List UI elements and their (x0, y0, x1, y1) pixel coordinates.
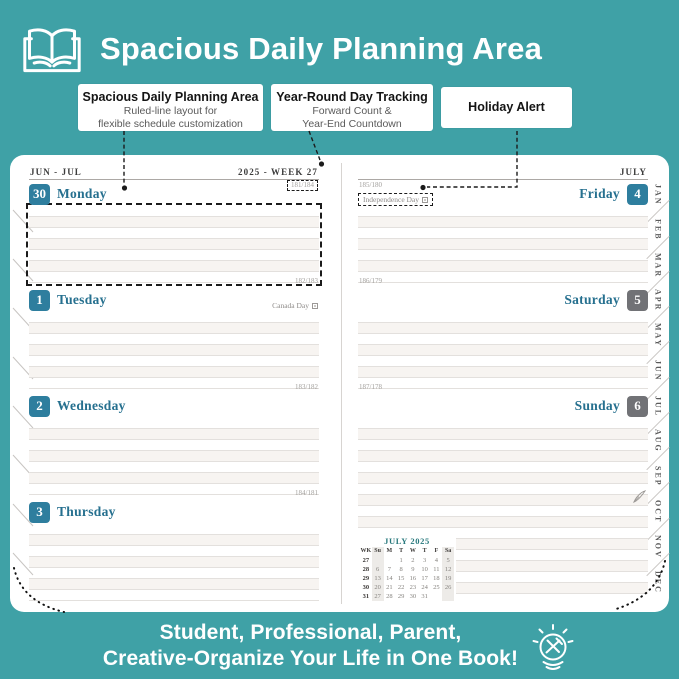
mini-calendar-col-T: T (422, 548, 427, 554)
rule-line (358, 484, 648, 495)
date-cell: 20 (372, 583, 384, 592)
date-cell: 15 (397, 575, 405, 582)
day-section-tuesday (29, 277, 319, 392)
ruled-lines (358, 312, 648, 389)
month-tab-label: FEB (653, 219, 663, 241)
left-page (29, 162, 319, 605)
day-number-box: 5 (627, 290, 648, 311)
mini-calendar-col-WK: WK (360, 548, 372, 554)
day-number-box: 1 (29, 290, 50, 311)
mini-calendar-col-T: T (399, 548, 404, 554)
month-tab-mar (648, 248, 668, 283)
day-section-sunday (358, 383, 648, 605)
date-cell: 8 (399, 566, 403, 573)
rule-line (358, 206, 648, 217)
day-number-box: 2 (29, 396, 50, 417)
day-of-year-count: 182/183 (295, 277, 318, 285)
month-tab-jun (648, 353, 668, 388)
left-page-header (29, 162, 319, 180)
rule-line (29, 557, 319, 568)
rule-line (29, 484, 319, 495)
date-cell (372, 556, 384, 565)
month-tab-label: APR (653, 289, 663, 312)
date-cell: 19 (442, 574, 454, 583)
mini-calendar-week-row (360, 556, 454, 565)
rule-line (29, 418, 319, 429)
week-number-cell: 28 (362, 566, 370, 573)
mini-calendar-header-row (360, 547, 454, 556)
rule-line (358, 239, 648, 250)
day-section-wednesday (29, 383, 319, 498)
date-cell: 14 (386, 575, 393, 582)
us-flag-icon (422, 197, 428, 203)
ruled-lines (358, 206, 648, 283)
rule-line (358, 378, 648, 389)
month-tab-aug (648, 424, 668, 459)
footer-line1: Student, Professional, Parent, (159, 620, 462, 644)
holiday-label (358, 193, 433, 206)
rule-line (358, 345, 648, 356)
page-header-week: 2025 - WEEK 27 (238, 167, 318, 177)
top-banner (22, 24, 542, 74)
day-of-year-count: 184/181 (295, 489, 318, 497)
rule-line (29, 429, 319, 440)
rule-line (29, 473, 319, 484)
month-tab-label: OCT (653, 500, 663, 524)
callout-day-tracking (271, 84, 433, 131)
callout-title: Holiday Alert (468, 100, 545, 114)
rule-line (29, 345, 319, 356)
month-tab-label: JUL (653, 395, 663, 417)
rule-line (29, 546, 319, 557)
day-section-saturday (358, 277, 648, 392)
day-section-friday (358, 180, 648, 286)
date-cell (384, 556, 396, 565)
rule-line (29, 312, 319, 323)
date-cell: 13 (372, 574, 384, 583)
month-tab-oct (648, 494, 668, 529)
holiday-label (272, 301, 318, 310)
date-cell: 30 (409, 593, 417, 600)
banner-title: Spacious Daily Planning Area (100, 31, 543, 66)
month-tab-jan (648, 177, 668, 212)
mini-calendar-col-F: F (434, 548, 439, 554)
rule-line (29, 378, 319, 389)
date-cell: 23 (409, 584, 417, 591)
spine-divider (341, 163, 342, 604)
month-tab-sep (648, 459, 668, 494)
rule-line (358, 250, 648, 261)
month-tab-label: AUG (653, 429, 663, 454)
date-cell: 16 (409, 575, 417, 582)
month-tab-feb (648, 212, 668, 247)
rule-line (358, 334, 648, 345)
date-cell: 1 (399, 557, 403, 564)
callout-line: flexible schedule customization (98, 118, 243, 130)
date-cell: 24 (421, 584, 428, 591)
bottom-banner (0, 612, 679, 679)
rule-line (29, 579, 319, 590)
rule-line (29, 334, 319, 345)
date-cell: 31 (421, 593, 428, 600)
rule-line (358, 312, 648, 323)
mini-calendar-week-row (360, 574, 454, 583)
rule-line (29, 568, 319, 579)
month-tab-label: JAN (653, 183, 663, 206)
maple-leaf-icon (312, 303, 318, 309)
month-tab-may (648, 318, 668, 353)
day-header (358, 289, 648, 311)
mini-calendar-table (360, 547, 454, 601)
rule-line (29, 451, 319, 462)
month-tab-dec (648, 565, 668, 600)
callout-line: Forward Count & (312, 105, 392, 117)
rule-line (358, 451, 648, 462)
rule-line (358, 440, 648, 451)
mini-calendar-title: JULY 2025 (384, 536, 430, 546)
day-name-label: Saturday (564, 292, 620, 307)
rule-line (29, 356, 319, 367)
callout-holiday-alert (441, 87, 572, 128)
day-name-label: Monday (57, 186, 107, 201)
date-cell: 7 (387, 566, 391, 573)
mini-calendar-col-Su: Su (372, 547, 384, 556)
week-number-cell: 29 (362, 575, 370, 582)
day-name-label: Thursday (57, 504, 116, 519)
date-cell: 10 (421, 566, 428, 573)
rule-line (29, 367, 319, 378)
rule-line (29, 239, 319, 250)
rule-line (358, 418, 648, 429)
callout-title: Year-Round Day Tracking (276, 90, 428, 104)
month-tab-nov (648, 530, 668, 565)
mini-calendar-week-row (360, 583, 454, 592)
day-number-box: 30 (29, 184, 50, 205)
rule-line (358, 462, 648, 473)
month-tab-jul (648, 389, 668, 424)
ruled-lines (29, 524, 319, 601)
right-page (358, 162, 648, 605)
rule-line (29, 462, 319, 473)
rule-line (29, 535, 319, 546)
day-section-monday (29, 180, 319, 286)
day-of-year-count: 186/179 (359, 277, 382, 285)
date-cell: 9 (411, 566, 415, 573)
day-of-year-count: 185/180 (359, 181, 382, 189)
date-cell: 22 (397, 584, 405, 591)
mini-calendar-col-M: M (386, 548, 393, 554)
date-cell: 28 (386, 593, 393, 600)
rule-line (358, 473, 648, 484)
date-cell: 18 (433, 575, 440, 582)
mini-calendar-week-row (360, 592, 454, 601)
ruled-lines (29, 418, 319, 495)
holiday-name: Independence Day (363, 195, 420, 204)
date-cell: 5 (442, 556, 454, 565)
day-of-year-count: 183/182 (295, 383, 318, 391)
right-page-header (358, 162, 648, 180)
day-number-box: 6 (627, 396, 648, 417)
holiday-name: Canada Day (272, 301, 309, 310)
footer-line2: Creative-Organize Your Life in One Book! (102, 646, 519, 670)
date-cell: 4 (434, 557, 438, 564)
rule-line (358, 323, 648, 334)
rule-line (358, 506, 648, 517)
month-tab-label: JUN (653, 360, 663, 382)
date-cell: 25 (433, 584, 440, 591)
date-cell: 26 (442, 583, 454, 592)
ruled-lines (29, 206, 319, 283)
day-of-year-count: 181/184 (287, 180, 318, 191)
week-number-cell: 30 (362, 584, 370, 591)
ruled-lines (29, 312, 319, 389)
date-cell: 12 (442, 565, 454, 574)
rule-line (358, 272, 648, 283)
rule-line (29, 323, 319, 334)
mini-calendar (358, 534, 456, 602)
mini-calendar-col-W: W (409, 548, 416, 554)
open-book-icon (22, 24, 82, 74)
callout-spacious-area (78, 84, 263, 131)
lightbulb-pencil-icon (530, 621, 576, 673)
day-header (29, 183, 319, 205)
rule-line (29, 217, 319, 228)
callout-line: Year-End Countdown (302, 118, 402, 130)
rule-line (358, 429, 648, 440)
right-day-list (358, 180, 648, 605)
rule-line (358, 517, 648, 528)
month-tab-label: SEP (653, 466, 663, 487)
day-of-year-count: 187/178 (359, 383, 382, 391)
day-name-label: Wednesday (57, 398, 126, 413)
rule-line (358, 356, 648, 367)
day-name-label: Tuesday (57, 292, 107, 307)
rule-line (29, 206, 319, 217)
week-number-cell: 27 (362, 557, 370, 564)
date-cell: 21 (386, 584, 393, 591)
date-cell: 6 (372, 565, 384, 574)
rule-line (358, 228, 648, 239)
day-header (29, 501, 319, 523)
date-cell: 2 (411, 557, 415, 564)
rule-line (29, 272, 319, 283)
date-cell: 29 (397, 593, 405, 600)
date-cell: 3 (423, 557, 427, 564)
mini-calendar-week-row (360, 565, 454, 574)
footer-tagline (103, 620, 518, 672)
pen-icon (633, 490, 646, 503)
callout-title: Spacious Daily Planning Area (82, 90, 259, 104)
month-tab-label: MAR (653, 252, 663, 278)
rule-line (358, 261, 648, 272)
date-cell: 27 (372, 592, 384, 601)
mini-calendar-col-Sa: Sa (442, 547, 454, 556)
left-day-list (29, 180, 319, 605)
day-number-box: 3 (29, 502, 50, 523)
day-header (358, 395, 648, 417)
planner-spread (10, 155, 669, 612)
month-tab-label: DEC (653, 570, 663, 594)
rule-line (358, 495, 648, 506)
day-section-thursday (29, 489, 319, 605)
month-tab-label: NOV (653, 535, 663, 560)
rule-line (358, 217, 648, 228)
rule-line (29, 524, 319, 535)
month-tab-apr (648, 283, 668, 318)
rule-line (358, 367, 648, 378)
day-number-box: 4 (627, 184, 648, 205)
rule-line (29, 590, 319, 601)
day-header (29, 395, 319, 417)
week-number-cell: 31 (362, 593, 370, 600)
rule-line (29, 250, 319, 261)
date-cell (431, 592, 443, 601)
month-tab-label: MAY (653, 323, 663, 348)
rule-line (29, 440, 319, 451)
date-cell: 11 (433, 566, 440, 573)
date-cell (442, 592, 454, 601)
day-name-label: Sunday (574, 398, 620, 413)
page-header-month: JULY (619, 167, 647, 177)
rule-line (29, 261, 319, 272)
callout-line: Ruled-line layout for (123, 105, 218, 117)
rule-line (29, 228, 319, 239)
day-name-label: Friday (579, 186, 620, 201)
date-cell: 17 (421, 575, 428, 582)
month-tab-strip (648, 177, 668, 600)
page-header-months: JUN - JUL (30, 167, 82, 177)
